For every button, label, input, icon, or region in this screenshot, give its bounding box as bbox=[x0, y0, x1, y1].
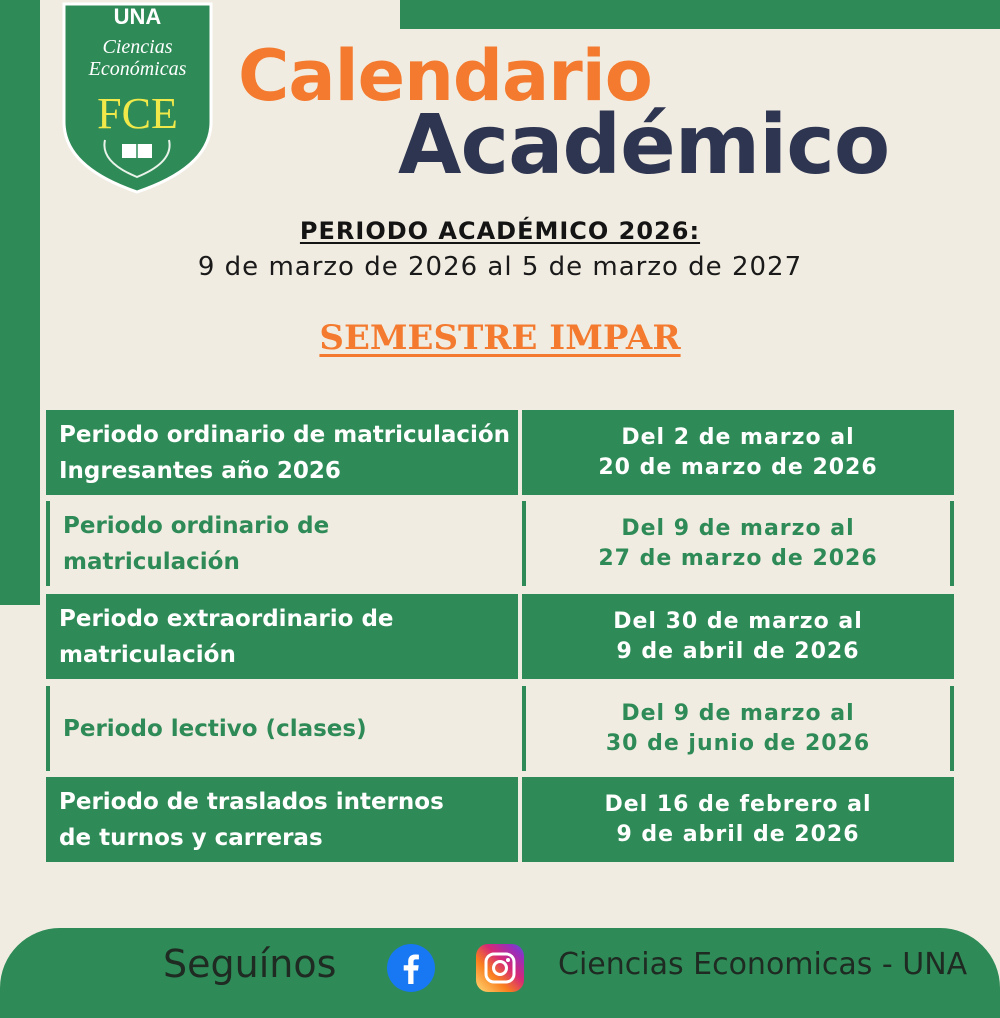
page-name-text: Ciencias Economicas - UNA bbox=[558, 947, 968, 982]
row-dates: Del 9 de marzo al 27 de marzo de 2026 bbox=[522, 501, 954, 586]
title-calendario: Calendario bbox=[238, 35, 652, 117]
left-accent-bar bbox=[0, 0, 40, 605]
semestre-heading: SEMESTRE IMPAR bbox=[319, 318, 681, 358]
row-dates: Del 16 de febrero al 9 de abril de 2026 bbox=[522, 777, 954, 862]
row-label: Periodo de traslados internos de turnos y carreras bbox=[46, 777, 518, 862]
instagram-icon[interactable] bbox=[475, 943, 525, 993]
logo-una-text: UNA bbox=[113, 4, 162, 29]
follow-text: Seguínos bbox=[163, 942, 337, 986]
calendar-row bbox=[46, 686, 954, 771]
title-academico: Académico bbox=[398, 98, 890, 193]
calendar-row bbox=[46, 410, 954, 495]
row-dates: Del 2 de marzo al 20 de marzo de 2026 bbox=[522, 410, 954, 495]
periodo-heading: PERIODO ACADÉMICO 2026: bbox=[299, 217, 701, 245]
logo-fce-text: FCE bbox=[97, 89, 178, 138]
calendar-row bbox=[46, 594, 954, 679]
calendar-row bbox=[46, 777, 954, 862]
calendar-row bbox=[46, 501, 954, 586]
logo-faculty-text: Ciencias Económicas bbox=[88, 36, 187, 80]
row-dates: Del 30 de marzo al 9 de abril de 2026 bbox=[522, 594, 954, 679]
row-label: Periodo ordinario de matriculación Ingresantes año 2026 bbox=[46, 410, 518, 495]
top-accent-bar bbox=[400, 0, 1000, 29]
facebook-icon[interactable] bbox=[386, 943, 436, 993]
row-label: Periodo lectivo (clases) bbox=[46, 686, 518, 771]
row-label: Periodo extraordinario de matriculación bbox=[46, 594, 518, 679]
periodo-dates: 9 de marzo de 2026 al 5 de marzo de 2027 bbox=[197, 252, 803, 282]
row-label: Periodo ordinario de matriculación bbox=[46, 501, 518, 586]
fce-logo bbox=[60, 2, 215, 194]
row-dates: Del 9 de marzo al 30 de junio de 2026 bbox=[522, 686, 954, 771]
